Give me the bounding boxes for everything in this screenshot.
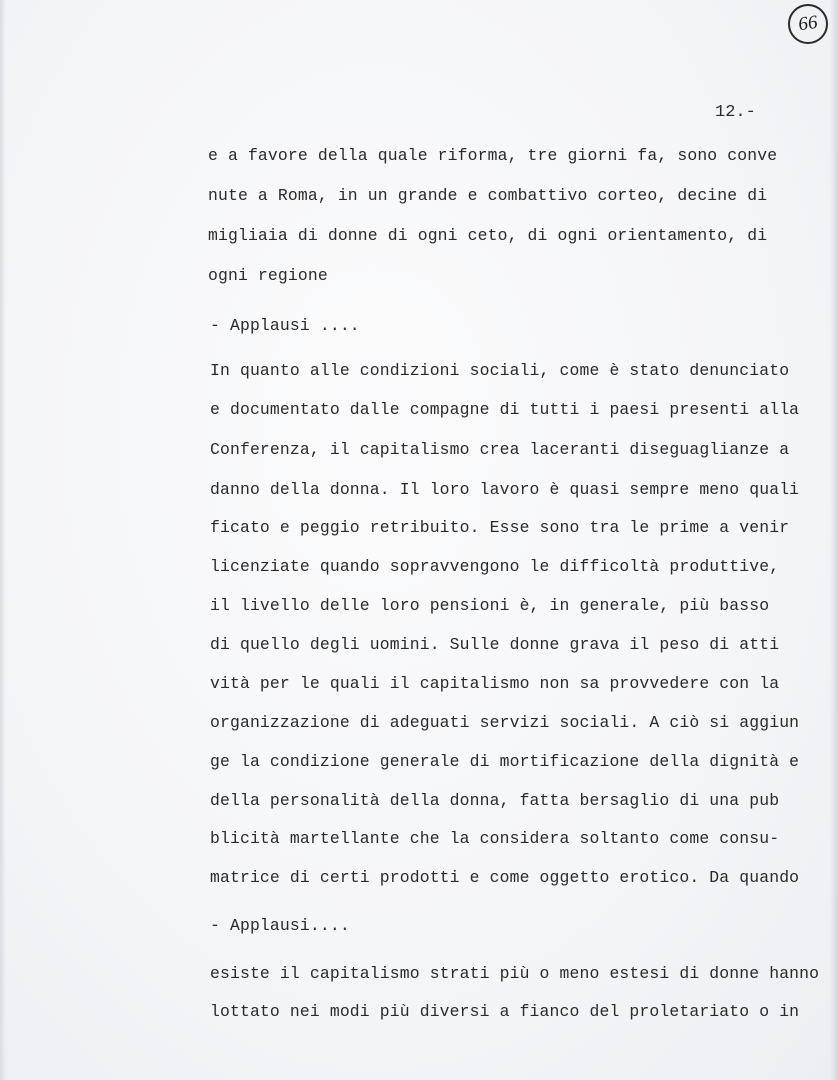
text-line: e a favore della quale riforma, tre giorni fa, sono conve bbox=[208, 146, 778, 165]
text-line: lottato nei modi più diversi a fianco del proletariato o in bbox=[210, 1002, 800, 1021]
text-line: danno della donna. Il loro lavoro è quasi sempre meno quali bbox=[210, 480, 800, 499]
text-line: della personalità della donna, fatta bersaglio di una pub bbox=[210, 791, 780, 810]
text-line: vità per le quali il capitalismo non sa provvedere con la bbox=[210, 674, 780, 693]
text-line: migliaia di donne di ogni ceto, di ogni orientamento, di bbox=[208, 226, 768, 245]
text-line: In quanto alle condizioni sociali, come è stato denunciato bbox=[210, 361, 790, 380]
text-line: - Applausi .... bbox=[210, 316, 360, 335]
page-number: 12.- bbox=[715, 103, 756, 122]
text-line: licenziate quando sopravvengono le difficoltà produttive, bbox=[210, 557, 780, 576]
text-line: organizzazione di adeguati servizi sociali. A ciò si aggiun bbox=[210, 713, 800, 732]
text-line: - Applausi.... bbox=[210, 916, 350, 935]
text-line: e documentato dalle compagne di tutti i paesi presenti alla bbox=[210, 400, 800, 419]
stamp-number: 66 bbox=[797, 11, 819, 36]
page-edge-shadow-right bbox=[830, 0, 838, 1080]
text-line: di quello degli uomini. Sulle donne grava il peso di atti bbox=[210, 635, 780, 654]
archive-page-stamp bbox=[788, 4, 828, 44]
text-line: esiste il capitalismo strati più o meno estesi di donne hanno bbox=[210, 964, 820, 983]
text-line: ogni regione bbox=[208, 266, 328, 285]
text-line: blicità martellante che la considera soltanto come consu- bbox=[210, 829, 780, 848]
text-line: matrice di certi prodotti e come oggetto erotico. Da quando bbox=[210, 868, 800, 887]
text-line: ficato e peggio retribuito. Esse sono tra le prime a venir bbox=[210, 518, 790, 537]
page-edge-shadow-left bbox=[0, 0, 6, 1080]
text-line: ge la condizione generale di mortificazione della dignità e bbox=[210, 752, 800, 771]
text-line: nute a Roma, in un grande e combattivo corteo, decine di bbox=[208, 186, 768, 205]
text-line: Conferenza, il capitalismo crea laceranti diseguaglianze a bbox=[210, 440, 790, 459]
text-line: il livello delle loro pensioni è, in generale, più basso bbox=[210, 596, 770, 615]
